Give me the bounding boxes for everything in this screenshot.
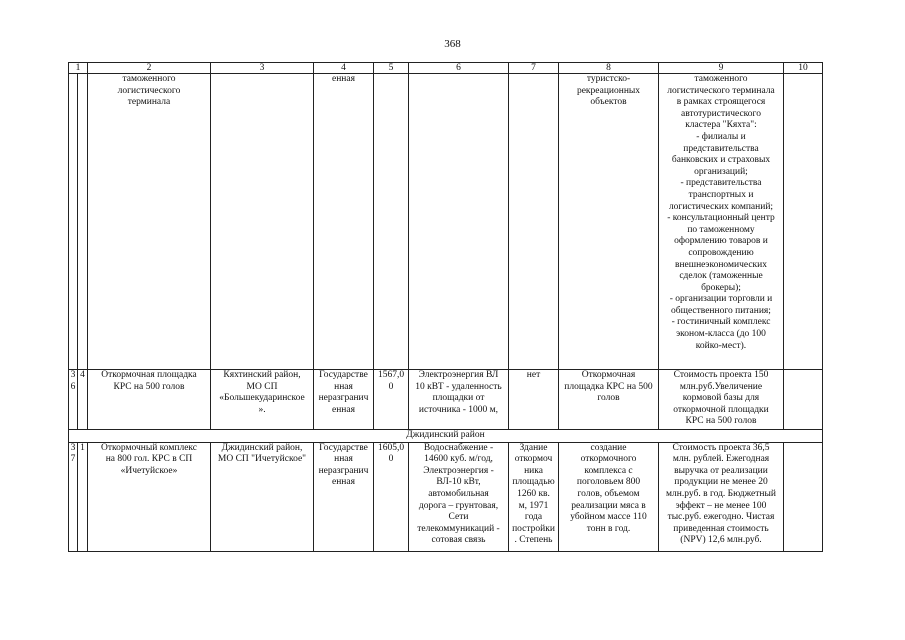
area: 1605,0 0 <box>377 442 405 465</box>
table-cell <box>374 442 409 551</box>
project-purpose: Откормочная площадка КРС на 500 голов <box>564 370 653 404</box>
table-cell <box>78 74 88 370</box>
table-cell <box>409 442 509 551</box>
table-cell <box>69 442 78 551</box>
table-row-36 <box>69 370 823 430</box>
table-cell <box>784 74 823 370</box>
header-cell: 5 <box>374 63 409 74</box>
table-cell <box>69 370 78 430</box>
table-cell <box>88 74 211 370</box>
table-cell <box>374 74 409 370</box>
table-cell <box>211 370 314 430</box>
row-index: 3 6 <box>70 370 76 392</box>
table-cell <box>409 370 509 430</box>
site-name: Откормочная площадка КРС на 500 голов <box>101 370 197 392</box>
table-cell <box>409 74 509 370</box>
table-cell <box>78 370 88 430</box>
table-cell <box>88 442 211 551</box>
cell-text: таможенного логистического терминала в рамках строящегося автотуристического кластера "Кяхта": - филиалы и представительства банковских и страховых организаций; - представительства транспортных и логистических компаний; - консультационный центр по таможенному оформлению товаров и сопровождению внешнеэкономических сделок (таможенные брокеры); - организации торговли и общественного питания; - гостиничный комплекс эконом-класса (до 100 койко-мест). <box>667 74 775 351</box>
table-cell <box>78 442 88 551</box>
page-number: 368 <box>444 38 461 50</box>
site-name: Откормочный комплекс на 800 гол. КРС в СП «Ичетуйское» <box>100 442 198 476</box>
section-title: Джидинский район <box>69 430 823 443</box>
table-cell <box>559 74 659 370</box>
table-header-row <box>69 63 823 74</box>
table-cell <box>88 370 211 430</box>
header-cell: 6 <box>409 63 509 74</box>
header-cell: 10 <box>784 63 823 74</box>
header-cell: 1 <box>69 63 88 74</box>
buildings: нет <box>526 370 541 380</box>
table-row-continued <box>69 74 823 370</box>
site-location: Кяхтинский район, МО СП «Большекударинское ». <box>219 370 305 415</box>
table-cell <box>509 74 559 370</box>
table-cell <box>69 74 78 370</box>
table-cell <box>559 442 659 551</box>
table-cell <box>659 442 784 551</box>
table-cell <box>211 442 314 551</box>
area: 1567,0 0 <box>377 370 405 392</box>
table-cell <box>659 370 784 430</box>
project-effect: Стоимость проекта 150 млн.руб.Увеличение кормовой базы для откормочной площадки КРС на 500 голов <box>673 370 769 427</box>
table-cell <box>374 370 409 430</box>
table-cell <box>784 370 823 430</box>
table-cell <box>211 74 314 370</box>
section-row <box>69 430 823 443</box>
investment-sites-table <box>68 62 823 552</box>
cell-text: туристско- рекреационных объектов <box>576 74 641 108</box>
ownership: Государстве нная неразгранич енная <box>318 370 369 415</box>
buildings: Здание откормоч ника площадью 1260 кв. м, 1971 года постройки . Степень <box>512 442 555 546</box>
header-cell: 9 <box>659 63 784 74</box>
cell-text: таможенного логистического терминала <box>117 74 181 108</box>
project-effect: Стоимость проекта 36,5 млн. рублей. Ежегодная выручка от реализации продукции не менее 20 млн.руб. в год. Бюджетный эффект – не менее 100 тыс.руб. ежегодно. Чистая приведенная стоимость (NPV) 12,6 млн.руб. <box>666 442 776 546</box>
table-cell <box>659 74 784 370</box>
infrastructure: Водоснабжение - 14600 куб. м/год, Электроэнергия - ВЛ-10 кВт, автомобильная дорога – грунтовая, Сети телекоммуникаций - сотовая связь <box>417 442 500 546</box>
header-cell: 2 <box>88 63 211 74</box>
table-cell <box>314 370 374 430</box>
row-subindex: 1 <box>80 442 85 453</box>
header-cell: 3 <box>211 63 314 74</box>
table-cell <box>559 370 659 430</box>
row-subindex: 4 <box>80 370 85 380</box>
row-index: 3 7 <box>70 442 76 465</box>
cell-text: енная <box>332 74 355 84</box>
table-cell <box>509 442 559 551</box>
table-row-37 <box>69 442 823 551</box>
table-cell <box>314 74 374 370</box>
ownership: Государстве нная неразгранич енная <box>318 442 369 488</box>
table-cell <box>784 442 823 551</box>
table-cell <box>314 442 374 551</box>
header-cell: 8 <box>559 63 659 74</box>
site-location: Джидинский район, МО СП "Ичетуйское" <box>217 442 307 465</box>
header-cell: 4 <box>314 63 374 74</box>
table-cell <box>509 370 559 430</box>
header-cell: 7 <box>509 63 559 74</box>
project-purpose: создание откормочного комплекса с поголовьем 800 голов, объемом реализации мяса в убойном массе 110 тонн в год. <box>570 442 647 534</box>
infrastructure: Электроэнергия ВЛ 10 кВТ - удаленность площадки от источника - 1000 м, <box>415 370 502 415</box>
